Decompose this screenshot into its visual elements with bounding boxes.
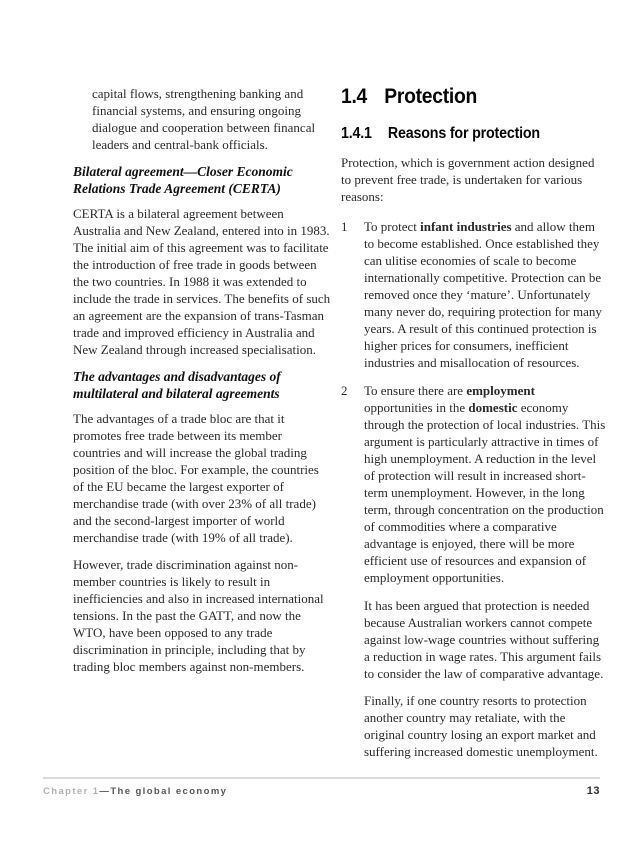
section-title: Protection [384, 85, 478, 108]
reason-1-text: To protect infant industries and allow them to become established. Once established they can ulitise economies of scale to become internationally competitive. Protection can be removed once they ‘mature’. Unfortunately many never do, requiring protection for many years. A result of this continued protection is higher prices for consumers, inefficient industries and misallocation of resources. [364, 219, 602, 370]
paragraph-trade-discrimination: However, trade discrimination against non-member countries is likely to result in inefficiencies and also in increased international tensions. In the past the GATT, and now the WTO, have been opposed to any trade discrimination in principle, including that by trading bloc members against non-members. [73, 557, 324, 674]
paragraph-trade-bloc: The advantages of a trade bloc are that it promotes free trade between its member countries and will increase the global trading position of the bloc. For example, the countries of the EU became the largest exporter of merchandise trade (with over 23% of all trade) and the second-largest importer of world merchandise trade (with 19% of all trade). [73, 411, 319, 545]
footer-chapter-label: Chapter 1 [43, 786, 100, 797]
subsection-title: Reasons for protection [387, 125, 540, 142]
paragraph-retaliation: Finally, if one country resorts to protection another country may retaliate, with the original country losing an export market and suffering increased domestic unemployment. [364, 693, 598, 759]
page-footer [43, 785, 600, 797]
footer-chapter-title: —The global economy [99, 786, 228, 797]
subsection-number: 1.4.1 [341, 125, 372, 142]
paragraph-capital-flows: capital flows, strengthening banking and financial systems, and ensuring ongoing dialogue and cooperation between financal leaders and central-bank officials. [92, 86, 316, 152]
reason-1-number: 1 [341, 219, 348, 234]
heading-bilateral-agreement: Bilateral agreement—Closer Economic Relations Trade Agreement (CERTA) [73, 164, 293, 196]
reason-item-1 [341, 218, 606, 371]
reason-item-2 [341, 382, 606, 586]
subsection-heading-reasons [341, 125, 585, 142]
page-columns [73, 85, 606, 770]
reason-2-text: To ensure there are employment opportunities in the domestic economy through the protection of local industries. This argument is particularly attractive in times of high unemployment. A reduction in the level of protection will result in increased short-term unemployment. However, in the long term, through concentration on the production of commodities where a comparative advantage is enjoyed, there will be more efficient use of resources and expansion of employment opportunities. [364, 383, 606, 585]
footer-chapter [43, 786, 227, 797]
paragraph-low-wage-argument: It has been argued that protection is needed because Australian workers cannot compete against low-wage countries without suffering a reduction in wage rates. This argument fails to consider the law of comparative advantage. [364, 598, 604, 681]
section-number: 1.4 [341, 85, 368, 108]
footer-divider [43, 777, 600, 779]
left-column [73, 85, 331, 770]
section-heading-protection [341, 85, 585, 109]
right-column [341, 85, 606, 770]
heading-advantages-disadvantages: The advantages and disadvantages of multilateral and bilateral agreements [73, 369, 281, 401]
reason-2-number: 2 [341, 383, 348, 398]
paragraph-certa: CERTA is a bilateral agreement between Australia and New Zealand, entered into in 1983. The initial aim of this agreement was to facilitate the introduction of free trade in goods between the two countries. In 1988 it was extended to include the trade in services. The benefits of such an agreement are the expansion of trans-Tasman trade and improved efficiency in Australia and New Zealand through increased specialisation. [73, 206, 331, 357]
page-number: 13 [586, 785, 600, 797]
paragraph-protection-intro: Protection, which is government action designed to prevent free trade, is undertaken for various reasons: [341, 155, 595, 204]
